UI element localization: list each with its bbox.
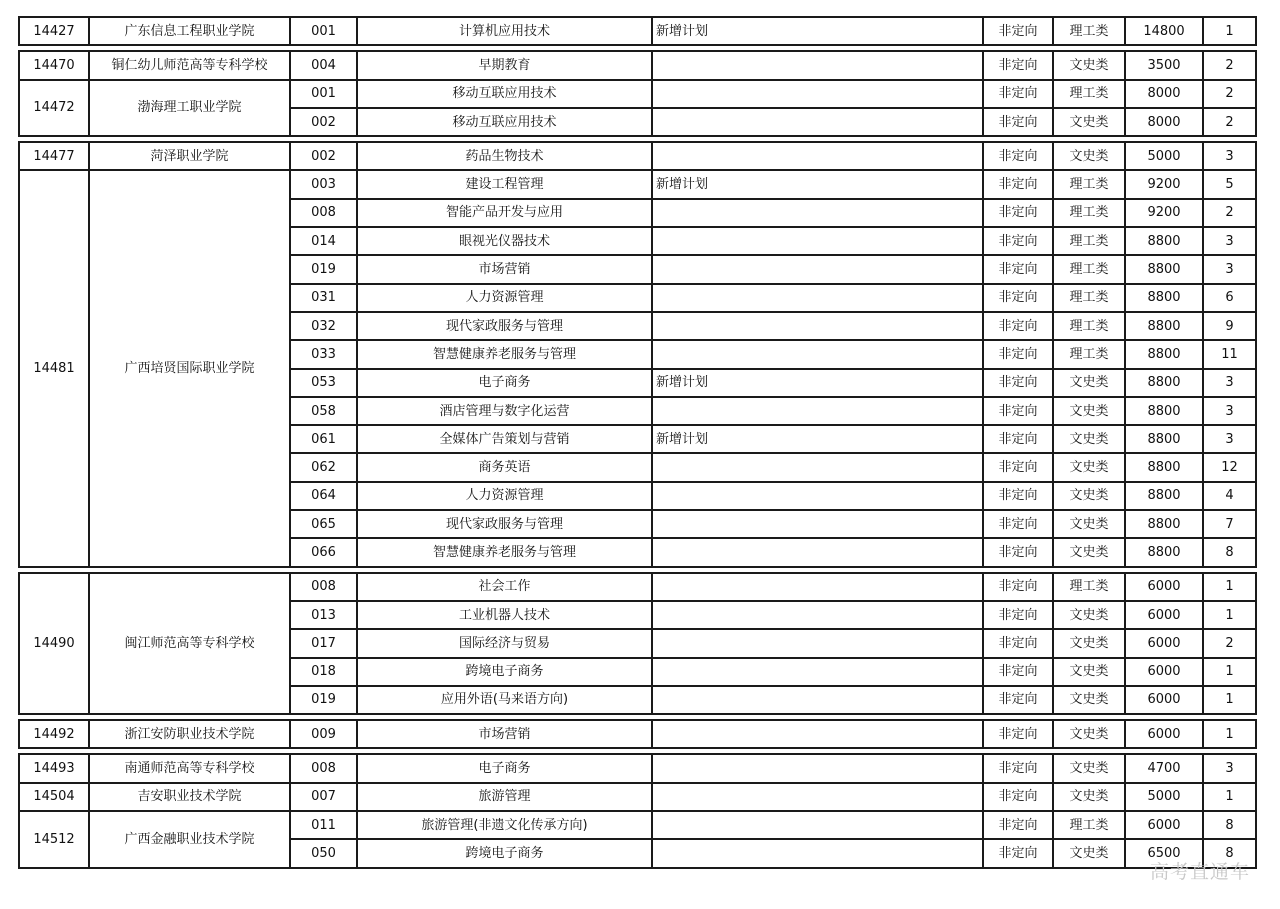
category-cell: 文史类 [1053, 783, 1125, 811]
major-code-cell: 008 [290, 754, 357, 782]
note-cell [652, 754, 983, 782]
major-name-cell: 人力资源管理 [357, 482, 652, 510]
category-cell: 理工类 [1053, 573, 1125, 601]
category-cell: 文史类 [1053, 453, 1125, 481]
note-cell [652, 601, 983, 629]
plan-type-cell: 非定向 [983, 51, 1053, 79]
tuition-cell: 8800 [1125, 284, 1203, 312]
major-code-cell: 050 [290, 839, 357, 867]
major-name-cell: 人力资源管理 [357, 284, 652, 312]
school-code-cell: 14493 [19, 754, 89, 782]
plan-type-cell: 非定向 [983, 658, 1053, 686]
note-cell [652, 227, 983, 255]
tuition-cell: 5000 [1125, 142, 1203, 170]
quota-cell: 2 [1203, 629, 1256, 657]
quota-cell: 2 [1203, 108, 1256, 136]
category-cell: 文史类 [1053, 754, 1125, 782]
major-name-cell: 国际经济与贸易 [357, 629, 652, 657]
quota-cell: 3 [1203, 397, 1256, 425]
tuition-cell: 8000 [1125, 80, 1203, 108]
table-row [19, 720, 1256, 748]
school-code-cell: 14470 [19, 51, 89, 79]
tuition-cell: 8800 [1125, 425, 1203, 453]
tuition-cell: 8800 [1125, 227, 1203, 255]
category-cell: 文史类 [1053, 108, 1125, 136]
tuition-cell: 8800 [1125, 482, 1203, 510]
plan-type-cell: 非定向 [983, 340, 1053, 368]
major-name-cell: 旅游管理(非遗文化传承方向) [357, 811, 652, 839]
category-cell: 文史类 [1053, 601, 1125, 629]
major-code-cell: 033 [290, 340, 357, 368]
plan-type-cell: 非定向 [983, 686, 1053, 714]
quota-cell: 3 [1203, 227, 1256, 255]
note-cell [652, 51, 983, 79]
category-cell: 文史类 [1053, 839, 1125, 867]
note-cell [652, 108, 983, 136]
note-cell [652, 629, 983, 657]
major-name-cell: 应用外语(马来语方向) [357, 686, 652, 714]
category-cell: 理工类 [1053, 340, 1125, 368]
category-cell: 理工类 [1053, 255, 1125, 283]
quota-cell: 9 [1203, 312, 1256, 340]
plan-type-cell: 非定向 [983, 199, 1053, 227]
tuition-cell: 6000 [1125, 720, 1203, 748]
quota-cell: 2 [1203, 199, 1256, 227]
quota-cell: 5 [1203, 170, 1256, 198]
plan-type-cell: 非定向 [983, 17, 1053, 45]
major-name-cell: 智慧健康养老服务与管理 [357, 538, 652, 566]
plan-type-cell: 非定向 [983, 312, 1053, 340]
plan-type-cell: 非定向 [983, 601, 1053, 629]
major-code-cell: 009 [290, 720, 357, 748]
note-cell [652, 80, 983, 108]
plan-type-cell: 非定向 [983, 783, 1053, 811]
note-cell [652, 538, 983, 566]
category-cell: 文史类 [1053, 425, 1125, 453]
category-cell: 理工类 [1053, 811, 1125, 839]
school-code-cell: 14504 [19, 783, 89, 811]
school-code-cell: 14477 [19, 142, 89, 170]
table-row [19, 51, 1256, 79]
note-cell [652, 453, 983, 481]
quota-cell: 8 [1203, 538, 1256, 566]
plan-type-cell: 非定向 [983, 397, 1053, 425]
school-name-cell: 广东信息工程职业学院 [89, 17, 290, 45]
note-cell [652, 199, 983, 227]
tuition-cell: 6000 [1125, 601, 1203, 629]
major-code-cell: 007 [290, 783, 357, 811]
quota-cell: 1 [1203, 573, 1256, 601]
major-code-cell: 004 [290, 51, 357, 79]
plan-type-cell: 非定向 [983, 573, 1053, 601]
major-name-cell: 旅游管理 [357, 783, 652, 811]
table-row [19, 142, 1256, 170]
category-cell: 文史类 [1053, 142, 1125, 170]
category-cell: 理工类 [1053, 170, 1125, 198]
school-code-cell: 14472 [19, 80, 89, 137]
table-row [19, 17, 1256, 45]
tuition-cell: 5000 [1125, 783, 1203, 811]
note-cell [652, 142, 983, 170]
watermark: 高考直通车 [1149, 861, 1250, 883]
quota-cell: 7 [1203, 510, 1256, 538]
tuition-cell: 3500 [1125, 51, 1203, 79]
note-cell [652, 284, 983, 312]
major-name-cell: 建设工程管理 [357, 170, 652, 198]
category-cell: 文史类 [1053, 369, 1125, 397]
plan-type-cell: 非定向 [983, 80, 1053, 108]
table-row [19, 170, 1256, 198]
tuition-cell: 6000 [1125, 629, 1203, 657]
tuition-cell: 8800 [1125, 510, 1203, 538]
category-cell: 理工类 [1053, 312, 1125, 340]
category-cell: 理工类 [1053, 80, 1125, 108]
major-name-cell: 工业机器人技术 [357, 601, 652, 629]
school-name-cell: 南通师范高等专科学校 [89, 754, 290, 782]
school-name-cell: 菏泽职业学院 [89, 142, 290, 170]
major-name-cell: 移动互联应用技术 [357, 80, 652, 108]
table-body [19, 17, 1256, 868]
school-name-cell: 渤海理工职业学院 [89, 80, 290, 137]
plan-type-cell: 非定向 [983, 170, 1053, 198]
tuition-cell: 6000 [1125, 658, 1203, 686]
note-cell [652, 720, 983, 748]
tuition-cell: 6000 [1125, 686, 1203, 714]
note-cell [652, 255, 983, 283]
plan-type-cell: 非定向 [983, 482, 1053, 510]
major-name-cell: 市场营销 [357, 255, 652, 283]
school-code-cell: 14512 [19, 811, 89, 868]
plan-type-cell: 非定向 [983, 108, 1053, 136]
category-cell: 文史类 [1053, 510, 1125, 538]
quota-cell: 3 [1203, 142, 1256, 170]
table-row [19, 783, 1256, 811]
category-cell: 文史类 [1053, 720, 1125, 748]
plan-type-cell: 非定向 [983, 754, 1053, 782]
major-name-cell: 计算机应用技术 [357, 17, 652, 45]
major-name-cell: 智能产品开发与应用 [357, 199, 652, 227]
quota-cell: 1 [1203, 686, 1256, 714]
note-cell [652, 312, 983, 340]
plan-type-cell: 非定向 [983, 538, 1053, 566]
note-cell [652, 510, 983, 538]
major-code-cell: 019 [290, 255, 357, 283]
tuition-cell: 8800 [1125, 255, 1203, 283]
plan-type-cell: 非定向 [983, 142, 1053, 170]
plan-type-cell: 非定向 [983, 510, 1053, 538]
major-name-cell: 移动互联应用技术 [357, 108, 652, 136]
tuition-cell: 6000 [1125, 811, 1203, 839]
note-cell: 新增计划 [652, 17, 983, 45]
school-code-cell: 14492 [19, 720, 89, 748]
major-code-cell: 002 [290, 108, 357, 136]
school-name-cell: 浙江安防职业技术学院 [89, 720, 290, 748]
category-cell: 文史类 [1053, 482, 1125, 510]
quota-cell: 1 [1203, 720, 1256, 748]
quota-cell: 3 [1203, 255, 1256, 283]
table-row [19, 80, 1256, 108]
category-cell: 理工类 [1053, 199, 1125, 227]
tuition-cell: 8800 [1125, 340, 1203, 368]
plan-type-cell: 非定向 [983, 629, 1053, 657]
quota-cell: 3 [1203, 369, 1256, 397]
tuition-cell: 6000 [1125, 573, 1203, 601]
major-code-cell: 018 [290, 658, 357, 686]
note-cell [652, 482, 983, 510]
tuition-cell: 8800 [1125, 538, 1203, 566]
category-cell: 文史类 [1053, 51, 1125, 79]
major-name-cell: 跨境电子商务 [357, 658, 652, 686]
major-code-cell: 062 [290, 453, 357, 481]
note-cell: 新增计划 [652, 369, 983, 397]
plan-type-cell: 非定向 [983, 811, 1053, 839]
major-code-cell: 013 [290, 601, 357, 629]
category-cell: 文史类 [1053, 686, 1125, 714]
plan-type-cell: 非定向 [983, 720, 1053, 748]
major-code-cell: 058 [290, 397, 357, 425]
school-name-cell: 闽江师范高等专科学校 [89, 573, 290, 714]
category-cell: 理工类 [1053, 17, 1125, 45]
major-code-cell: 019 [290, 686, 357, 714]
major-code-cell: 032 [290, 312, 357, 340]
major-code-cell: 011 [290, 811, 357, 839]
table-row [19, 811, 1256, 839]
table-row [19, 573, 1256, 601]
major-code-cell: 001 [290, 17, 357, 45]
tuition-cell: 9200 [1125, 199, 1203, 227]
major-code-cell: 017 [290, 629, 357, 657]
note-cell [652, 340, 983, 368]
note-cell [652, 397, 983, 425]
note-cell: 新增计划 [652, 425, 983, 453]
note-cell [652, 783, 983, 811]
quota-cell: 6 [1203, 284, 1256, 312]
quota-cell: 8 [1203, 811, 1256, 839]
major-name-cell: 酒店管理与数字化运营 [357, 397, 652, 425]
quota-cell: 11 [1203, 340, 1256, 368]
note-cell [652, 658, 983, 686]
major-name-cell: 市场营销 [357, 720, 652, 748]
major-code-cell: 001 [290, 80, 357, 108]
quota-cell: 1 [1203, 17, 1256, 45]
major-code-cell: 053 [290, 369, 357, 397]
plan-type-cell: 非定向 [983, 227, 1053, 255]
school-code-cell: 14481 [19, 170, 89, 566]
major-name-cell: 早期教育 [357, 51, 652, 79]
quota-cell: 2 [1203, 80, 1256, 108]
note-cell: 新增计划 [652, 170, 983, 198]
major-name-cell: 电子商务 [357, 754, 652, 782]
plan-type-cell: 非定向 [983, 425, 1053, 453]
note-cell [652, 839, 983, 867]
major-code-cell: 008 [290, 573, 357, 601]
major-code-cell: 064 [290, 482, 357, 510]
major-code-cell: 003 [290, 170, 357, 198]
major-name-cell: 全媒体广告策划与营销 [357, 425, 652, 453]
school-name-cell: 吉安职业技术学院 [89, 783, 290, 811]
quota-cell: 2 [1203, 51, 1256, 79]
plan-type-cell: 非定向 [983, 839, 1053, 867]
note-cell [652, 811, 983, 839]
major-name-cell: 跨境电子商务 [357, 839, 652, 867]
tuition-cell: 8800 [1125, 453, 1203, 481]
tuition-cell: 4700 [1125, 754, 1203, 782]
tuition-cell: 8800 [1125, 312, 1203, 340]
quota-cell: 3 [1203, 425, 1256, 453]
major-name-cell: 电子商务 [357, 369, 652, 397]
major-name-cell: 药品生物技术 [357, 142, 652, 170]
tuition-cell: 14800 [1125, 17, 1203, 45]
quota-cell: 4 [1203, 482, 1256, 510]
major-code-cell: 065 [290, 510, 357, 538]
school-name-cell: 广西金融职业技术学院 [89, 811, 290, 868]
quota-cell: 8 [1203, 839, 1256, 867]
major-code-cell: 002 [290, 142, 357, 170]
tuition-cell: 8800 [1125, 397, 1203, 425]
enrollment-plan-table [18, 16, 1257, 869]
tuition-cell: 6500 [1125, 839, 1203, 867]
major-name-cell: 商务英语 [357, 453, 652, 481]
tuition-cell: 8800 [1125, 369, 1203, 397]
category-cell: 理工类 [1053, 227, 1125, 255]
major-code-cell: 066 [290, 538, 357, 566]
quota-cell: 1 [1203, 658, 1256, 686]
major-name-cell: 社会工作 [357, 573, 652, 601]
category-cell: 文史类 [1053, 538, 1125, 566]
category-cell: 文史类 [1053, 629, 1125, 657]
plan-type-cell: 非定向 [983, 453, 1053, 481]
note-cell [652, 686, 983, 714]
category-cell: 理工类 [1053, 284, 1125, 312]
category-cell: 文史类 [1053, 397, 1125, 425]
category-cell: 文史类 [1053, 658, 1125, 686]
major-name-cell: 现代家政服务与管理 [357, 510, 652, 538]
major-code-cell: 031 [290, 284, 357, 312]
major-code-cell: 014 [290, 227, 357, 255]
tuition-cell: 9200 [1125, 170, 1203, 198]
quota-cell: 1 [1203, 783, 1256, 811]
major-name-cell: 智慧健康养老服务与管理 [357, 340, 652, 368]
table-row [19, 754, 1256, 782]
tuition-cell: 8000 [1125, 108, 1203, 136]
plan-type-cell: 非定向 [983, 369, 1053, 397]
school-name-cell: 广西培贤国际职业学院 [89, 170, 290, 566]
quota-cell: 12 [1203, 453, 1256, 481]
school-code-cell: 14427 [19, 17, 89, 45]
major-code-cell: 008 [290, 199, 357, 227]
major-code-cell: 061 [290, 425, 357, 453]
plan-type-cell: 非定向 [983, 284, 1053, 312]
plan-type-cell: 非定向 [983, 255, 1053, 283]
quota-cell: 3 [1203, 754, 1256, 782]
quota-cell: 1 [1203, 601, 1256, 629]
note-cell [652, 573, 983, 601]
school-code-cell: 14490 [19, 573, 89, 714]
school-name-cell: 铜仁幼儿师范高等专科学校 [89, 51, 290, 79]
major-name-cell: 眼视光仪器技术 [357, 227, 652, 255]
major-name-cell: 现代家政服务与管理 [357, 312, 652, 340]
